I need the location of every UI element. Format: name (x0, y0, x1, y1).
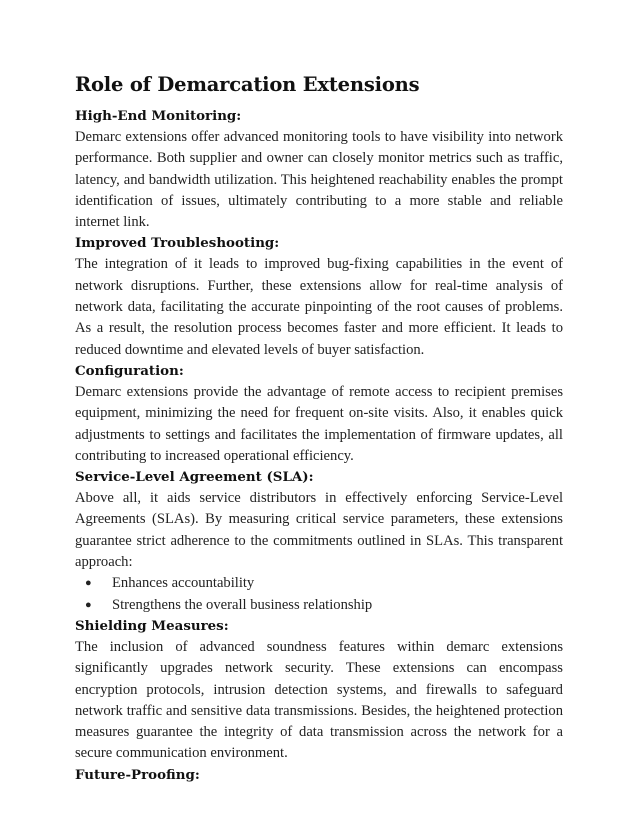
section-heading: Shielding Measures: (75, 617, 229, 634)
paragraph-line: elevated levels of buyer satisfaction. (211, 341, 425, 358)
section-paragraph (75, 382, 563, 467)
section-sla (75, 467, 563, 616)
section-heading: High-End Monitoring: (75, 108, 242, 124)
paragraph-line: identification of issues, ultimately contributing to a more stable and reliable internet link. (75, 192, 563, 231)
paragraph-line: (SLAs). By measuring critical service parameters, these extensions guarantee strict (75, 511, 563, 549)
paragraph-line: adjustments to settings and facilitates the implementation of firmware updates, all (75, 426, 563, 443)
section-improved-troubleshooting (75, 233, 563, 360)
section-high-end-monitoring (75, 106, 563, 233)
list-item-text: Enhances accountability (112, 575, 255, 592)
paragraph-line: contributing to increased operational efficiency. (75, 447, 354, 464)
section-heading: Configuration: (75, 362, 184, 379)
paragraph-line: Demarc extensions offer advanced monitoring tools to have visibility into network (75, 129, 563, 145)
paragraph-line: Above all, it aids service distributors in effectively enforcing Service-Level Agreements (75, 490, 563, 528)
bullet-icon: ● (85, 598, 92, 611)
section-future-proofing (75, 765, 563, 786)
section-heading: Improved Troubleshooting: (75, 235, 280, 252)
section-heading: Service-Level Agreement (SLA): (75, 469, 314, 486)
paragraph-line: The integration of it leads to improved bug-fixing capabilities in the event of network (75, 256, 563, 294)
paragraph-line: disruptions. Further, these extensions allow for real-time analysis of network data, (75, 277, 563, 316)
paragraph-line: performance. Both supplier and owner can closely monitor metrics such as traffic, (75, 150, 563, 167)
section-paragraph (75, 488, 563, 573)
paragraph-line: latency, and bandwidth utilization. This heightened reachability enables the prompt (75, 171, 563, 188)
paragraph-line: Demarc extensions provide the advantage of remote access to recipient premises (75, 383, 563, 400)
section-paragraph (75, 254, 563, 360)
list-item-text: Strengthens the overall business relationship (112, 596, 373, 613)
bullet-icon: ● (85, 577, 92, 590)
paragraph-line: transmissions. Besides, the heightened protection measures guarantee the integrity of (75, 702, 563, 741)
section-paragraph (75, 637, 563, 765)
paragraph-line: The inclusion of advanced soundness features within demarc extensions significantly (75, 638, 563, 677)
paragraph-line: adherence to the commitments outlined in SLAs. This transparent approach: (75, 532, 563, 571)
section-heading: Future-Proofing: (75, 766, 200, 783)
paragraph-line: resolution process becomes faster and more efficient. It leads to reduced downtime and (75, 320, 563, 358)
paragraph-line: facilitating the accurate pinpointing of the root causes of problems. As a result, the (75, 299, 563, 337)
bullet-list (75, 573, 563, 616)
section-shielding-measures (75, 616, 563, 765)
section-configuration (75, 361, 563, 467)
paragraph-line: intrusion detection systems, and firewalls to safeguard network traffic and sensitive data (75, 681, 563, 719)
paragraph-line: equipment, minimizing the need for frequent on-site visits. Also, it enables quick (75, 405, 563, 422)
page-title: Role of Demarcation Extensions (75, 73, 420, 96)
document-page (75, 70, 563, 786)
list-item (85, 573, 563, 594)
list-item (85, 595, 563, 616)
paragraph-line: upgrades network security. These extensions can encompass encryption protocols, (75, 660, 563, 698)
section-paragraph (75, 127, 563, 233)
paragraph-line: data transmission across the network for a secure communication environment. (75, 724, 563, 762)
